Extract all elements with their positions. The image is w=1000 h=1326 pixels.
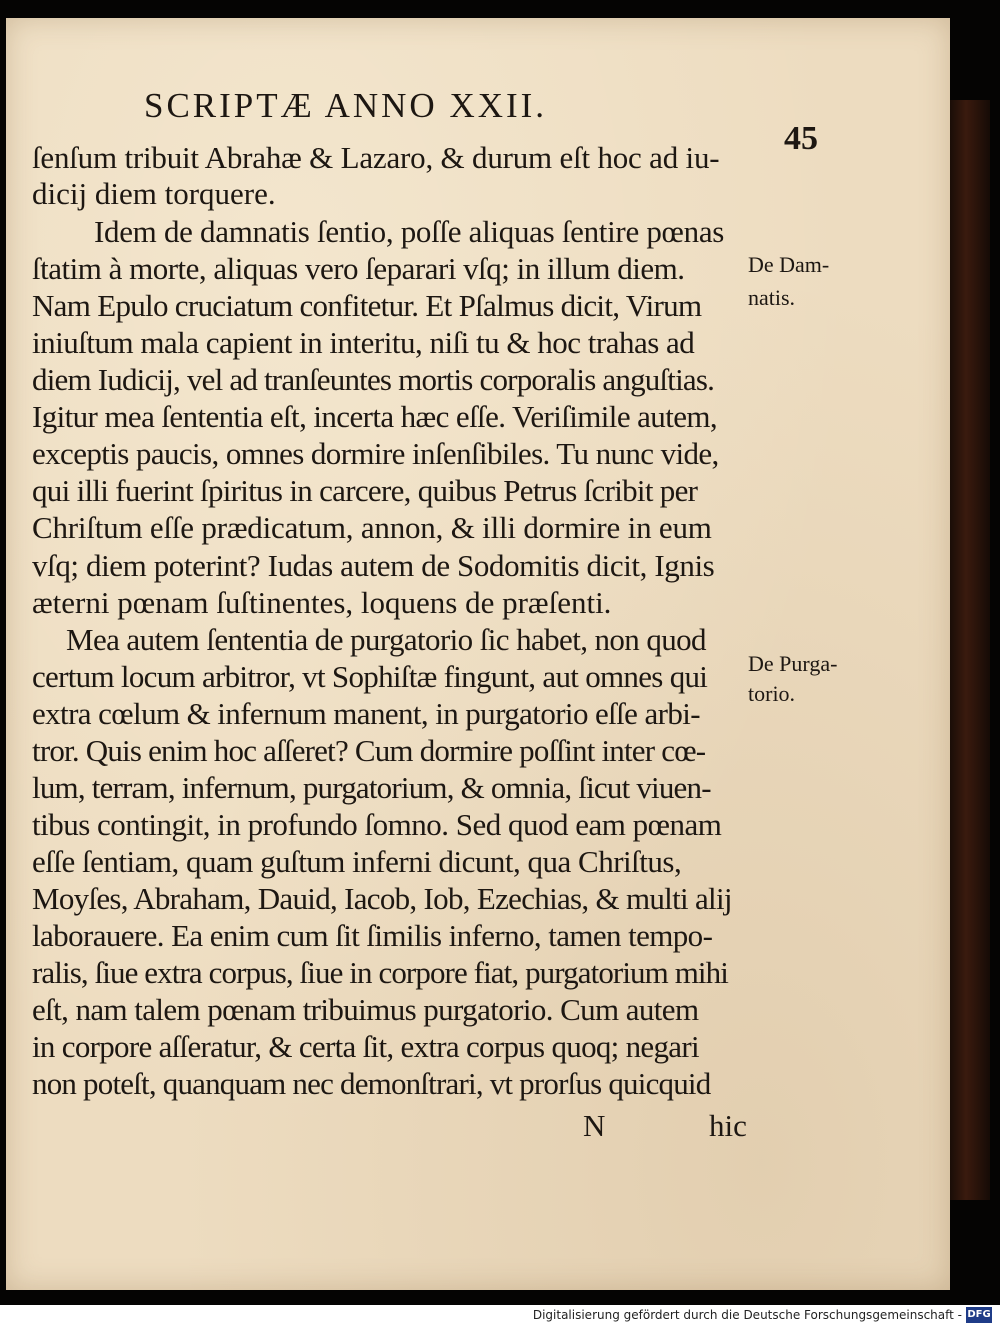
text-line: extra cœlum & infernum manent, in purgatorio eſſe arbi- xyxy=(32,696,701,731)
text-line: laborauere. Ea enim cum ſit ſimilis inferno, tamen tempo- xyxy=(32,918,713,953)
margin-note: De Purga- xyxy=(748,651,838,676)
text-line: in corpore aſſeratur, & certa ſit, extra corpus quoq; negari xyxy=(32,1029,699,1064)
text-line: Chriſtum eſſe prædicatum, annon, & illi dormire in eum xyxy=(32,510,712,545)
text-line: eſſe ſentiam, quam guſtum inferni dicunt, qua Chriſtus, xyxy=(32,844,682,879)
catchword: hic xyxy=(709,1108,747,1143)
text-line: Igitur mea ſententia eſt, incerta hæc eſſe. Veriſimile autem, xyxy=(32,399,718,434)
text-line: certum locum arbitror, vt Sophiſtæ fingunt, aut omnes qui xyxy=(32,659,708,694)
text-line: diem Iudicij, vel ad tranſeuntes mortis corporalis anguſtias. xyxy=(32,362,715,397)
margin-note: De Dam- xyxy=(748,252,830,277)
margin-note: torio. xyxy=(748,681,796,706)
text-line: vſq; diem poterint? Iudas autem de Sodomitis dicit, Ignis xyxy=(32,548,715,583)
text-line: ſtatim à morte, aliquas vero ſeparari vſq; in illum diem. xyxy=(32,251,685,286)
signature-mark: N xyxy=(583,1108,606,1143)
text-line: qui illi fuerint ſpiritus in carcere, quibus Petrus ſcribit per xyxy=(32,473,698,508)
book-page xyxy=(6,18,950,1290)
margin-note: natis. xyxy=(748,285,796,310)
dfg-logo: DFG xyxy=(966,1307,992,1323)
text-line: Mea autem ſententia de purgatorio ſic habet, non quod xyxy=(66,622,706,657)
text-line: lum, terram, infernum, purgatorium, & omnia, ſicut viuen- xyxy=(32,770,711,805)
text-line: tibus contingit, in profundo ſomno. Sed quod eam pœnam xyxy=(32,807,722,842)
text-line: non poteſt, quanquam nec demonſtrari, vt prorſus quicquid xyxy=(32,1066,711,1101)
text-line: Idem de damnatis ſentio, poſſe aliquas ſentire pœnas xyxy=(94,214,725,249)
funding-credit: Digitalisierung gefördert durch die Deutsche Forschungsgemeinschaft - xyxy=(532,1308,962,1322)
text-line: dicij diem torquere. xyxy=(32,176,276,211)
text-line: eſt, nam talem pœnam tribuimus purgatorio. Cum autem xyxy=(32,992,699,1027)
text-line: ſenſum tribuit Abrahæ & Lazaro, & durum eſt hoc ad iu- xyxy=(32,140,720,175)
text-line: exceptis paucis, omnes dormire inſenſibiles. Tu nunc vide, xyxy=(32,436,719,471)
running-head: SCRIPTÆ ANNO XXII. xyxy=(144,86,548,125)
text-line: ralis, ſiue extra corpus, ſiue in corpore fiat, purgatorium mihi xyxy=(32,955,728,990)
page-number: 45 xyxy=(784,120,818,157)
book-edge xyxy=(950,100,990,1200)
text-line: tror. Quis enim hoc aſſeret? Cum dormire poſſint inter cœ- xyxy=(32,733,706,768)
text-line: Nam Epulo cruciatum confitetur. Et Pſalmus dicit, Virum xyxy=(32,288,702,323)
footer-bar xyxy=(0,1305,1000,1326)
text-line: iniuſtum mala capient in interitu, niſi tu & hoc trahas ad xyxy=(32,325,695,360)
text-line: æterni pœnam ſuſtinentes, loquens de præſenti. xyxy=(32,585,612,620)
text-line: Moyſes, Abraham, Dauid, Iacob, Iob, Ezechias, & multi alij xyxy=(32,881,732,916)
